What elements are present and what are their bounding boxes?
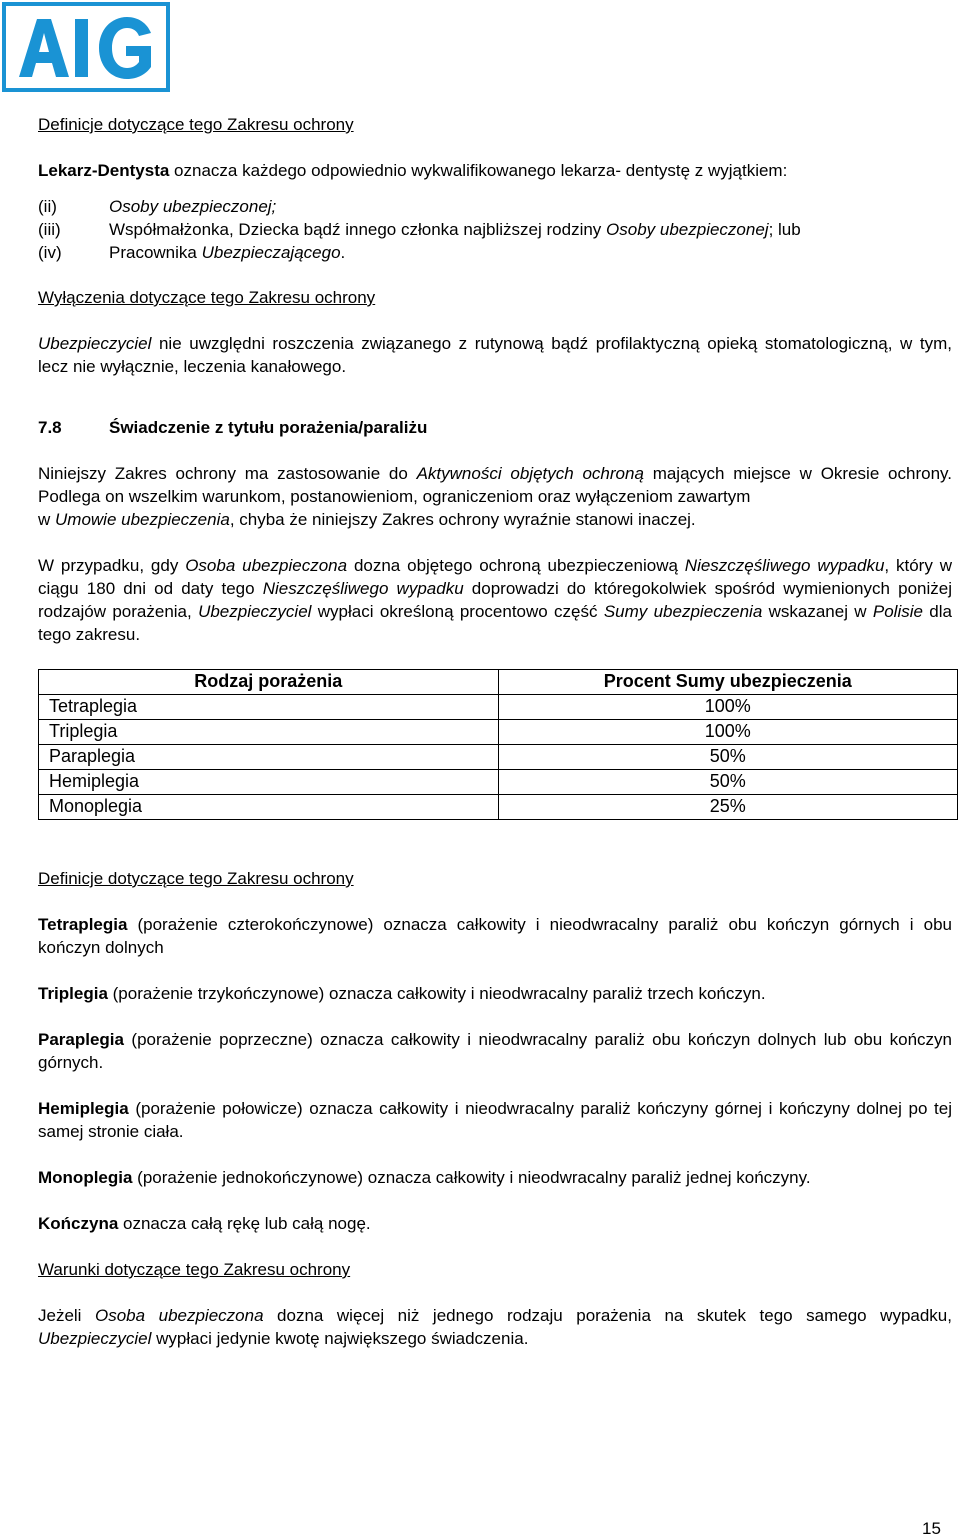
definition-hemiplegia: Hemiplegia (porażenie połowicze) oznacza całkowity i nieodwracalny paraliż kończyny górnej i kończyny dolnej po tej samej stronie ciała. xyxy=(38,1099,952,1141)
aig-logo-mark xyxy=(11,11,161,83)
list-item: (ii) Osoby ubezpieczonej; xyxy=(38,197,277,216)
table-cell-type: Tetraplegia xyxy=(39,695,499,720)
table-row xyxy=(39,795,958,820)
paralysis-table xyxy=(38,669,958,820)
scope-paragraph: Niniejszy Zakres ochrony ma zastosowanie do Aktywności objętych ochroną mających miejsce w Okresie ochrony. Podlega on wszelkim warunkom, postanowieniom, ograniczeniom oraz wyłączeniom zawartym w Umowie ubezpieczenia, chyba że niniejszy Zakres ochrony wyraźnie stanowi inaczej. xyxy=(38,464,952,529)
definition-monoplegia: Monoplegia (porażenie jednokończynowe) oznacza całkowity i nieodwracalny paraliż jednej kończyny. xyxy=(38,1168,811,1187)
table-header: Rodzaj porażenia xyxy=(39,670,499,695)
table-cell-percent: 25% xyxy=(498,795,958,820)
page-number: 15 xyxy=(922,1519,941,1538)
definition-paraplegia: Paraplegia (porażenie poprzeczne) oznacza całkowity i nieodwracalny paraliż obu kończyn dolnych lub obu kończyn górnych. xyxy=(38,1030,952,1072)
table-cell-type: Paraplegia xyxy=(39,745,499,770)
heading-definitions-1: Definicje dotyczące tego Zakresu ochrony xyxy=(38,115,354,134)
exclusion-paragraph: Ubezpieczyciel nie uwzględni roszczenia związanego z rutynową bądź profilaktyczną opieką stomatologiczną, w tym, lecz nie wyłącznie, leczenia kanałowego. xyxy=(38,334,952,376)
table-cell-type: Triplegia xyxy=(39,720,499,745)
section-heading: 7.8 Świadczenie z tytułu porażenia/paraliżu xyxy=(38,418,428,437)
heading-conditions: Warunki dotyczące tego Zakresu ochrony xyxy=(38,1260,351,1279)
aig-logo xyxy=(2,2,170,92)
table-cell-percent: 50% xyxy=(498,745,958,770)
table-row xyxy=(39,745,958,770)
definition-triplegia: Triplegia (porażenie trzykończynowe) oznacza całkowity i nieodwracalny paraliż trzech kończyn. xyxy=(38,984,766,1003)
table-row xyxy=(39,695,958,720)
definition-tetraplegia: Tetraplegia (porażenie czterokończynowe) oznacza całkowity i nieodwracalny paraliż obu kończyn górnych i obu kończyn dolnych xyxy=(38,915,952,957)
list-item: (iv) Pracownika Ubezpieczającego. xyxy=(38,243,346,262)
table-cell-percent: 50% xyxy=(498,770,958,795)
table-cell-percent: 100% xyxy=(498,695,958,720)
benefit-paragraph: W przypadku, gdy Osoba ubezpieczona dozna objętego ochroną ubezpieczeniową Nieszczęśliwego wypadku, który w ciągu 180 dni od daty tego Nieszczęśliwego wypadku doprowadzi do któregokolwiek spośród wymienionych poniżej rodzajów porażenia, Ubezpieczyciel wypłaci określoną procentowo część Sumy ubezpieczenia wskazanej w Polisie dla tego zakresu. xyxy=(38,556,952,644)
heading-definitions-2: Definicje dotyczące tego Zakresu ochrony xyxy=(38,869,354,888)
table-row xyxy=(39,770,958,795)
list-item: (iii) Współmałżonka, Dziecka bądź innego członka najbliższej rodziny Osoby ubezpieczonej; lub xyxy=(38,220,801,239)
document-body xyxy=(38,113,952,1350)
table-header-row xyxy=(39,670,958,695)
definition-limb: Kończyna oznacza całą rękę lub całą nogę. xyxy=(38,1214,371,1233)
heading-exclusions: Wyłączenia dotyczące tego Zakresu ochrony xyxy=(38,288,376,307)
table-cell-type: Hemiplegia xyxy=(39,770,499,795)
exception-list xyxy=(38,195,952,264)
definition-dentist: Lekarz-Dentysta oznacza każdego odpowiednio wykwalifikowanego lekarza- dentystę z wyjątkiem: xyxy=(38,161,788,180)
table-cell-percent: 100% xyxy=(498,720,958,745)
table-row xyxy=(39,720,958,745)
table-cell-type: Monoplegia xyxy=(39,795,499,820)
condition-paragraph: Jeżeli Osoba ubezpieczona dozna więcej niż jednego rodzaju porażenia na skutek tego samego wypadku, Ubezpieczyciel wypłaci jedynie kwotę największego świadczenia. xyxy=(38,1306,952,1348)
table-header: Procent Sumy ubezpieczenia xyxy=(498,670,958,695)
